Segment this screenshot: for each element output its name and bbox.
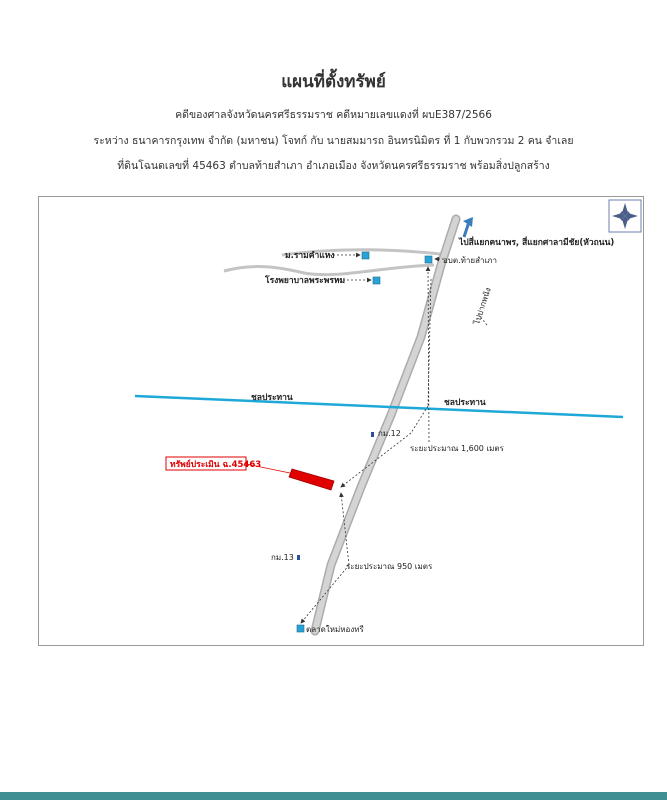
side-road-lower <box>224 265 434 275</box>
canal-label-left: ชลประทาน <box>251 393 293 403</box>
property-label: ทรัพย์ประเมิน ฉ.45463 <box>170 460 262 470</box>
land-deed-line: ที่ดินโฉนดเลขที่ 45463 ตำบลท้ายสำเภา อำเภอเมือง จังหวัดนครศรีธรรมราช พร้อมสิ่งปลูกสร้าง <box>117 160 550 172</box>
hospital-label: โรงพยาบาลพระพรหม <box>265 276 346 286</box>
location-marker-icon <box>297 252 432 632</box>
distance-950-label: ระยะประมาณ 950 เมตร <box>346 562 433 571</box>
to-pakphanang-label: ไปปากพนัง <box>472 286 493 326</box>
km12-label: กม.12 <box>378 429 401 438</box>
ramkhamhaeng-label: ม.รามคำแหง <box>285 251 335 261</box>
footer-bar <box>0 792 667 800</box>
irrigation-canal <box>135 396 623 417</box>
case-number-line: คดีของศาลจังหวัดนครศรีธรรมราช คดีหมายเลขแดงที่ ผบE387/2566 <box>175 109 492 121</box>
km13-label: กม.13 <box>271 553 294 562</box>
market-label: ตลาดใหม่หองทรี <box>306 625 364 634</box>
page-title: แผนที่ตั้งทรัพย์ <box>281 72 386 92</box>
parties-line: ระหว่าง ธนาคารกรุงเทพ จำกัด (มหาชน) โจทก์ กับ นายสมมารถ อินทรนิมิตร ที่ 1 กับพวกรวม 2 คน จำเลย <box>93 135 574 147</box>
distance-1600-label: ระยะประมาณ 1,600 เมตร <box>410 444 504 453</box>
property-parcel <box>289 469 334 490</box>
compass-icon <box>609 200 641 232</box>
north-arrow-icon <box>463 217 473 237</box>
canal-label-right: ชลประทาน <box>444 398 486 408</box>
to-north-label: ไปสี่แยกคนาพร, สี่แยกศาลามีชัย(หัวถนน) <box>459 238 615 248</box>
location-map <box>38 196 644 646</box>
obt-label: อบต.ท้ายสำเภา <box>443 256 497 265</box>
